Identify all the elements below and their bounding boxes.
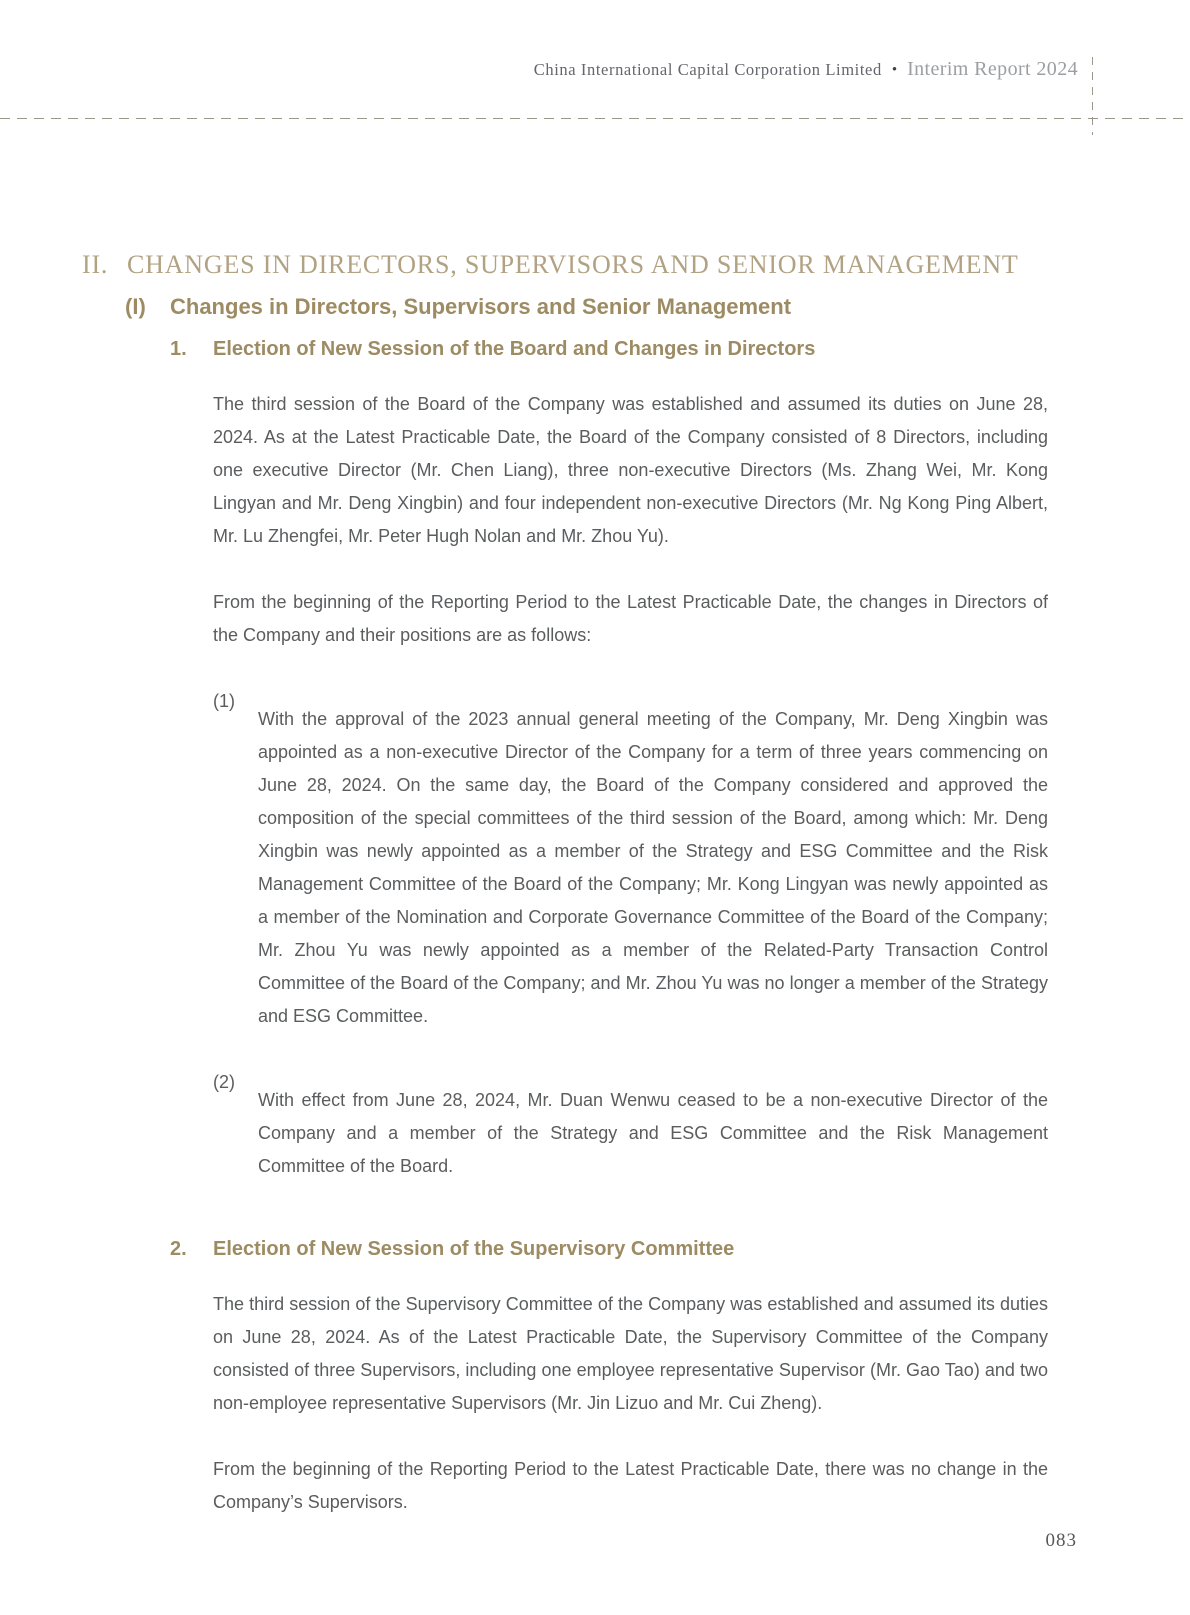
- header-company-name: China International Capital Corporation Limited: [533, 60, 882, 79]
- subsection-heading-title: Changes in Directors, Supervisors and Senior Management: [170, 294, 792, 319]
- page-number: 083: [1045, 1530, 1077, 1551]
- list-item: [213, 1066, 1048, 1183]
- list-item-marker: (2): [213, 1072, 235, 1092]
- paragraph: The third session of the Supervisory Committee of the Company was established and assumed its duties on June 28, 2024. As of the Latest Practicable Date, the Supervisory Committee of the Company consisted of three Supervisors, including one employee representative Supervisor (Mr. Gao Tao) and two non-employee representative Supervisors (Mr. Jin Lizuo and Mr. Cui Zheng).: [213, 1294, 1048, 1413]
- section-2-title: Election of New Session of the Supervisory Committee: [213, 1238, 735, 1260]
- subsection-heading: [125, 294, 1048, 320]
- horizontal-dashed-divider: [0, 118, 1190, 119]
- vertical-dashed-divider: [1092, 57, 1093, 135]
- section-1-number: 1.: [170, 338, 187, 360]
- list-item-text: With the approval of the 2023 annual general meeting of the Company, Mr. Deng Xingbin was appointed as a non-executive Director of the Company for a term of three years commencing on June 28, 2024. On the same day, the Board of the Company considered and approved the composition of the special committees of the third session of the Board, among which: Mr. Deng Xingbin was newly appointed as a member of the Strategy and ESG Committee and the Risk Management Committee of the Board of the Company; Mr. Kong Lingyan was newly appointed as a member of the Nomination and Corporate Governance Committee of the Board of the Company; Mr. Zhou Yu was newly appointed as a member of the Related-Party Transaction Control Committee of the Board of the Company; and Mr. Zhou Yu was no longer a member of the Strategy and ESG Committee.: [258, 709, 1048, 1026]
- page-content: [82, 250, 1048, 1574]
- page-header: [534, 58, 1078, 81]
- list-item-text: With effect from June 28, 2024, Mr. Duan Wenwu ceased to be a non-executive Director of the Company and a member of the Strategy and ESG Committee and the Risk Management Committee of the Board.: [258, 1090, 1048, 1176]
- paragraph: From the beginning of the Reporting Period to the Latest Practicable Date, there was no change in the Company’s Supervisors.: [213, 1459, 1048, 1512]
- section-2: [170, 1238, 1048, 1552]
- header-bullet-separator: •: [891, 62, 898, 78]
- chapter-heading: [82, 250, 1048, 280]
- chapter-heading-number: II.: [82, 250, 109, 279]
- section-2-body: [213, 1238, 1048, 1552]
- paragraph: The third session of the Board of the Company was established and assumed its duties on June 28, 2024. As at the Latest Practicable Date, the Board of the Company consisted of 8 Directors, including one executive Director (Mr. Chen Liang), three non-executive Directors (Ms. Zhang Wei, Mr. Kong Lingyan and Mr. Deng Xingbin) and four independent non-executive Directors (Mr. Ng Kong Ping Albert, Mr. Lu Zhengfei, Mr. Peter Hugh Nolan and Mr. Zhou Yu).: [213, 394, 1048, 546]
- section-2-number: 2.: [170, 1238, 187, 1260]
- chapter-heading-title: CHANGES IN DIRECTORS, SUPERVISORS AND SENIOR MANAGEMENT: [127, 250, 1019, 279]
- list-item-marker: (1): [213, 691, 235, 711]
- section-1-title: Election of New Session of the Board and Changes in Directors: [213, 338, 816, 360]
- subsection-heading-number: (I): [125, 294, 146, 319]
- section-1-body: [213, 338, 1048, 1216]
- section-1: [170, 338, 1048, 1216]
- paragraph: From the beginning of the Reporting Period to the Latest Practicable Date, the changes in Directors of the Company and their positions are as follows:: [213, 592, 1048, 645]
- header-report-title: Interim Report 2024: [907, 58, 1078, 80]
- list-item: [213, 685, 1048, 1033]
